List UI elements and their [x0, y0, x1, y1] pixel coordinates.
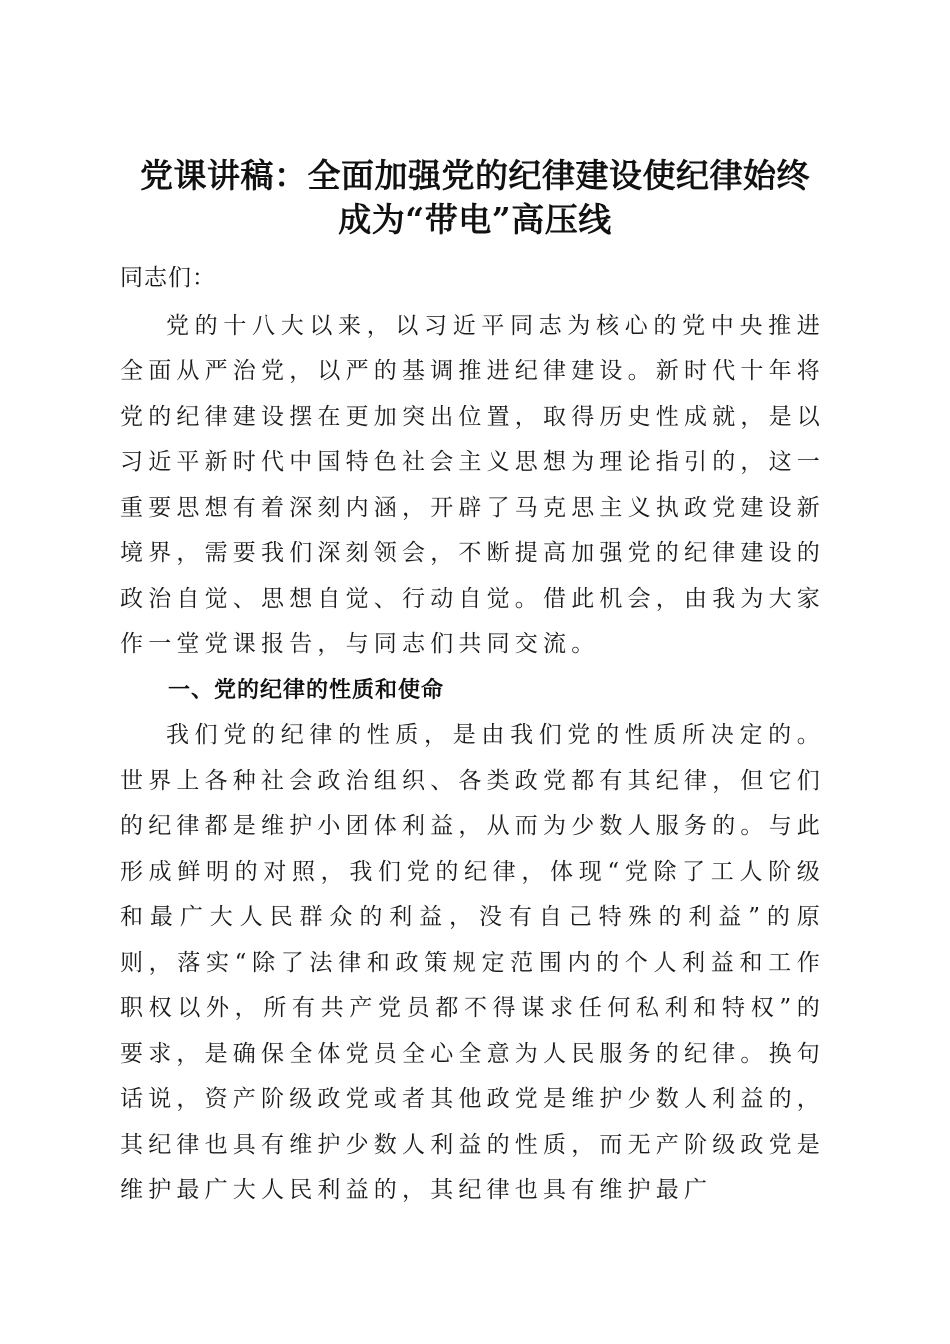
title-line-2: 成为“带电”高压线: [338, 200, 612, 240]
intro-paragraph: 党的十八大以来，以习近平同志为核心的党中央推进全面从严治党，以严的基调推进纪律建设。新时代十年将党的纪律建设摆在更加突出位置，取得历史性成就，是以习近平新时代中国特色社会主义思想为理论指引的，这一重要思想有着深刻内涵，开辟了马克思主义执政党建设新境界，需要我们深刻领会，不断提高加强党的纪律建设的政治自觉、思想自觉、行动自觉。借此机会，由我为大家作一堂党课报告，与同志们共同交流。: [120, 312, 825, 657]
salutation: 同志们：: [120, 265, 216, 291]
document-body: [120, 256, 825, 1214]
title-line-1: 党课讲稿：全面加强党的纪律建设使纪律始终: [140, 156, 810, 196]
document-title: [100, 154, 850, 242]
section-heading-1: 一、党的纪律的性质和使命: [168, 677, 445, 703]
section-1-paragraph: 我们党的纪律的性质，是由我们党的性质所决定的。世界上各种社会政治组织、各类政党都有其纪律，但它们的纪律都是维护小团体利益，从而为少数人服务的。与此形成鲜明的对照，我们党的纪律，体现“党除了工人阶级和最广大人民群众的利益，没有自己特殊的利益”的原则，落实“除了法律和政策规定范围内的个人利益和工作职权以外，所有共产党员都不得谋求任何私利和特权”的要求，是确保全体党员全心全意为人民服务的纪律。换句话说，资产阶级政党或者其他政党是维护少数人利益的，其纪律也具有维护少数人利益的性质，而无产阶级政党是维护最广大人民利益的，其纪律也具有维护最广: [120, 722, 825, 1203]
